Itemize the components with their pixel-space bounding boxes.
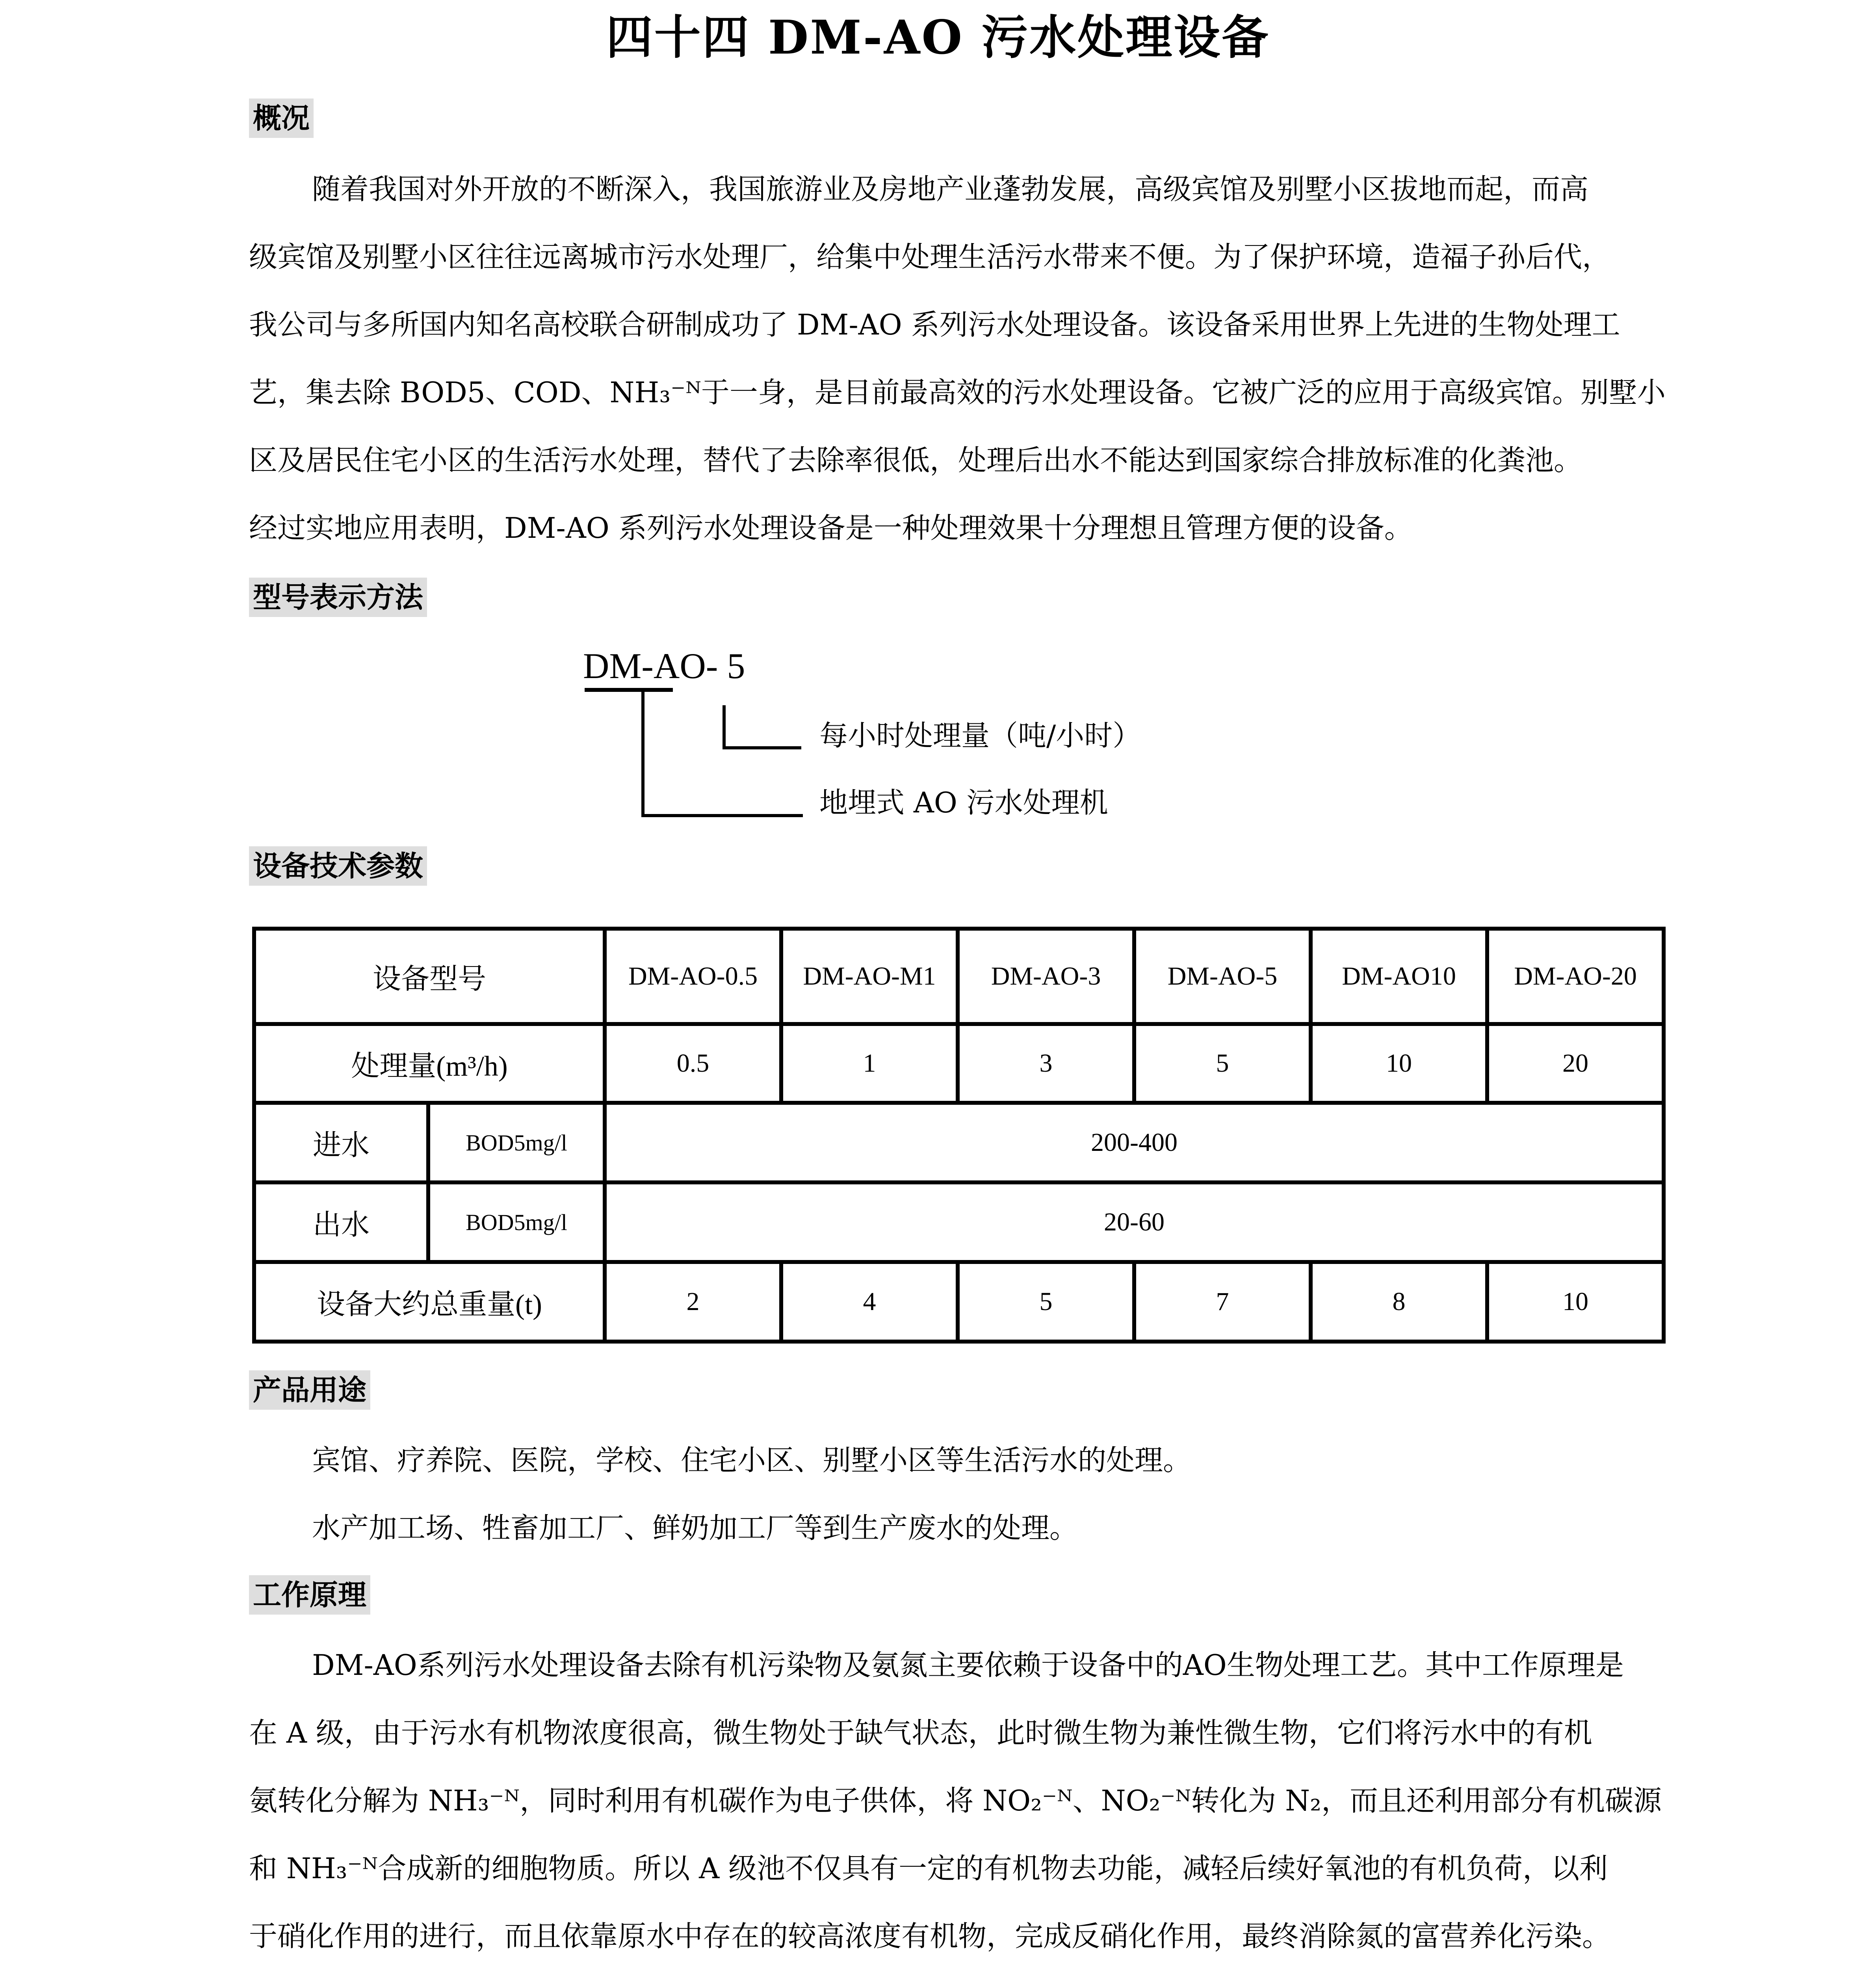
usage-paragraph — [249, 1426, 1762, 1562]
principle-line: 氨转化分解为 NH₃⁻ᴺ，同时利用有机碳作为电子供体，将 NO₂⁻ᴺ、NO₂⁻ᴺ转化为 N₂，而且还利用部分有机碳源 — [249, 1784, 1662, 1817]
model-cell: DM-AO-5 — [1134, 929, 1311, 1024]
section-heading-principle: 工作原理 — [249, 1575, 370, 1615]
principle-paragraph — [249, 1631, 1762, 1970]
model-type-description: 地埋式 AO 污水处理机 — [819, 786, 1108, 819]
table-row — [254, 1024, 1664, 1103]
overview-line: 区及居民住宅小区的生活污水处理，替代了去除率很低，处理后出水不能达到国家综合排放标准的化粪池。 — [249, 444, 1583, 477]
type-bracket-vertical — [641, 692, 645, 817]
model-capacity-description: 每小时处理量（吨/小时） — [819, 719, 1141, 752]
section-heading-params: 设备技术参数 — [249, 846, 427, 886]
model-cell: DM-AO-M1 — [781, 929, 958, 1024]
inlet-label-cell: 进水 — [254, 1103, 428, 1182]
weight-cell: 4 — [781, 1262, 958, 1342]
overview-line: 我公司与多所国内知名高校联合研制成功了 DM-AO 系列污水处理设备。该设备采用世界上先进的生物处理工 — [249, 308, 1620, 341]
model-code: DM-AO- 5 — [583, 646, 745, 686]
inlet-value-cell: 200-400 — [605, 1103, 1664, 1182]
capacity-cell: 20 — [1487, 1024, 1664, 1103]
usage-line: 宾馆、疗养院、医院，学校、住宅小区、别墅小区等生活污水的处理。 — [312, 1444, 1192, 1477]
capacity-cell: 5 — [1134, 1024, 1311, 1103]
weight-cell: 2 — [605, 1262, 781, 1342]
usage-line: 水产加工场、牲畜加工厂、鲜奶加工厂等到生产废水的处理。 — [312, 1511, 1078, 1544]
principle-line: 和 NH₃⁻ᴺ合成新的细胞物质。所以 A 级池不仅具有一定的有机物去功能，减轻后续好氧池的有机负荷，以利 — [249, 1852, 1608, 1885]
capacity-cell: 3 — [958, 1024, 1134, 1103]
principle-line: 于硝化作用的进行，而且依靠原水中存在的较高浓度有机物，完成反硝化作用，最终消除氮的富营养化污染。 — [249, 1920, 1611, 1953]
model-label-cell: 设备型号 — [254, 929, 605, 1024]
weight-cell: 10 — [1487, 1262, 1664, 1342]
outlet-param-cell: BOD5mg/l — [428, 1182, 605, 1262]
overview-line: 级宾馆及别墅小区往往远离城市污水处理厂，给集中处理生活污水带来不便。为了保护环境，造福子孙后代， — [249, 240, 1611, 273]
table-row — [254, 1262, 1664, 1342]
capacity-bracket-horizontal — [723, 746, 801, 749]
model-cell: DM-AO10 — [1311, 929, 1487, 1024]
model-cell: DM-AO-0.5 — [605, 929, 781, 1024]
capacity-bracket-vertical — [723, 705, 726, 749]
table-row — [254, 1103, 1664, 1182]
outlet-label-cell: 出水 — [254, 1182, 428, 1262]
outlet-value-cell: 20-60 — [605, 1182, 1664, 1262]
model-cell: DM-AO-3 — [958, 929, 1134, 1024]
principle-line: DM-AO系列污水处理设备去除有机污染物及氨氮主要依赖于设备中的AO生物处理工艺。其中工作原理是 — [312, 1648, 1624, 1682]
model-underline — [585, 688, 673, 692]
principle-line: 在 A 级，由于污水有机物浓度很高，微生物处于缺气状态，此时微生物为兼性微生物，它们将污水中的有机 — [249, 1716, 1592, 1749]
parameters-table — [252, 927, 1666, 1344]
section-heading-model: 型号表示方法 — [249, 578, 427, 617]
overview-paragraph — [249, 155, 1762, 562]
capacity-label-cell: 处理量(m³/h) — [254, 1024, 605, 1103]
weight-cell: 8 — [1311, 1262, 1487, 1342]
capacity-cell: 1 — [781, 1024, 958, 1103]
overview-line: 随着我国对外开放的不断深入，我国旅游业及房地产业蓬勃发展，高级宾馆及别墅小区拔地而起，而高 — [312, 173, 1589, 206]
weight-cell: 5 — [958, 1262, 1134, 1342]
section-heading-overview: 概况 — [249, 98, 314, 138]
table-row — [254, 1182, 1664, 1262]
section-heading-usage: 产品用途 — [249, 1370, 370, 1410]
capacity-cell: 0.5 — [605, 1024, 781, 1103]
page-title: 四十四 DM-AO 污水处理设备 — [606, 10, 1270, 65]
overview-line: 艺，集去除 BOD5、COD、NH₃⁻ᴺ于一身，是目前最高效的污水处理设备。它被广泛的应用于高级宾馆。别墅小 — [249, 376, 1666, 409]
table-row — [254, 929, 1664, 1024]
overview-line: 经过实地应用表明，DM-AO 系列污水处理设备是一种处理效果十分理想且管理方便的设备。 — [249, 511, 1413, 545]
weight-cell: 7 — [1134, 1262, 1311, 1342]
capacity-cell: 10 — [1311, 1024, 1487, 1103]
model-cell: DM-AO-20 — [1487, 929, 1664, 1024]
type-bracket-horizontal — [641, 814, 803, 817]
weight-label-cell: 设备大约总重量(t) — [254, 1262, 605, 1342]
inlet-param-cell: BOD5mg/l — [428, 1103, 605, 1182]
